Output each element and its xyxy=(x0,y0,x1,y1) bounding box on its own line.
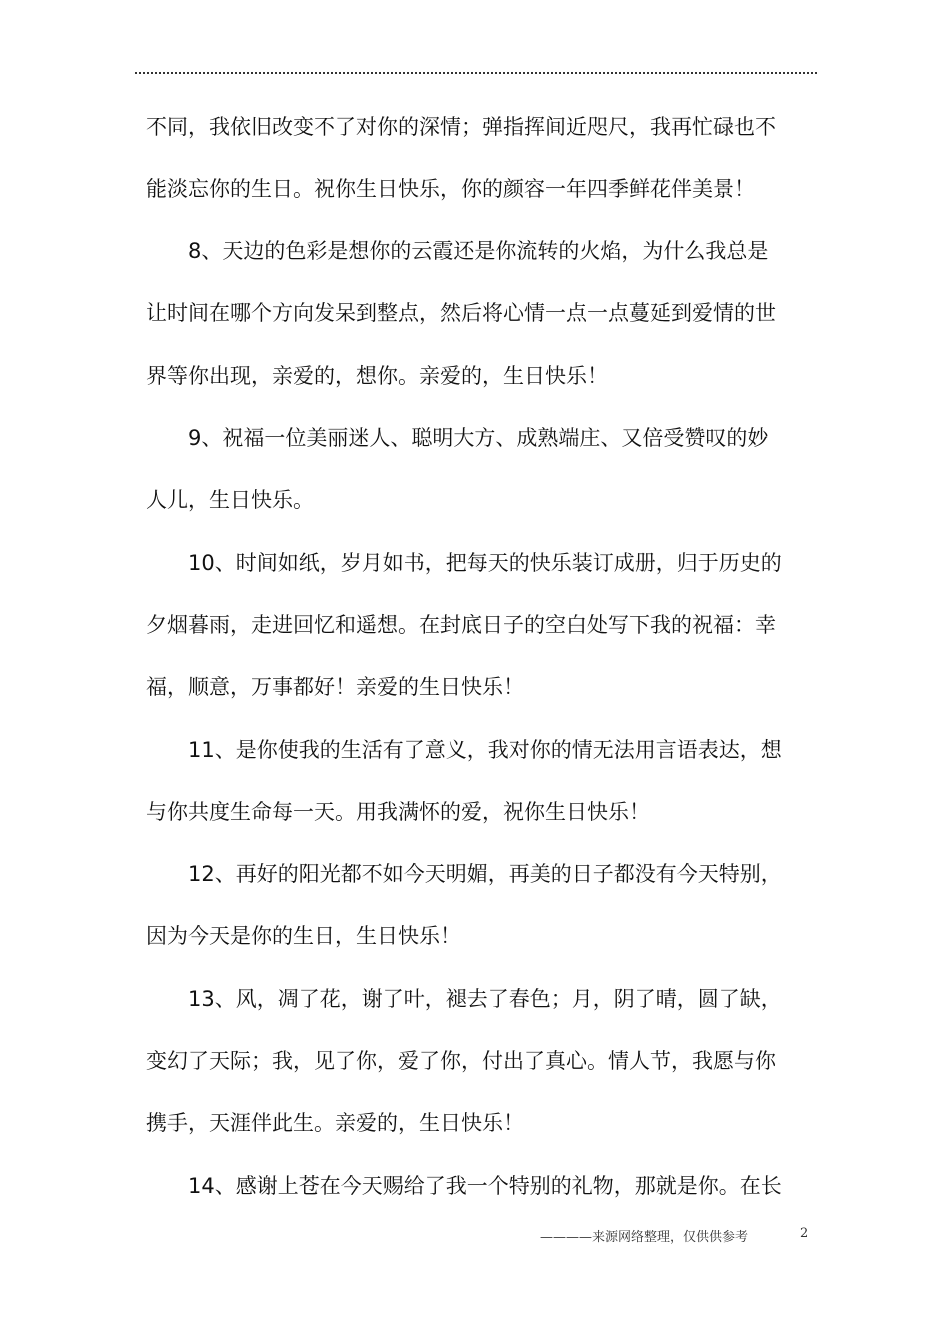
text-line: 携手，天涯伴此生。亲爱的，生日快乐！ xyxy=(146,1111,524,1135)
text-line: 不同，我依旧改变不了对你的深情；弹指挥间近咫尺，我再忙碌也不 xyxy=(146,115,776,139)
header-dotted-rule xyxy=(135,72,817,74)
text-line: 因为今天是你的生日，生日快乐！ xyxy=(146,924,461,948)
paragraph-12-start: 12、再好的阳光都不如今天明媚，再美的日子都没有今天特别， xyxy=(188,862,782,886)
paragraph-10-start: 10、时间如纸，岁月如书，把每天的快乐装订成册，归于历史的 xyxy=(188,551,782,575)
footer-source-note: ————来源网络整理，仅供供参考 xyxy=(540,1230,749,1245)
paragraph-14-start: 14、感谢上苍在今天赐给了我一个特别的礼物，那就是你。在长 xyxy=(188,1174,782,1198)
text-line: 与你共度生命每一天。用我满怀的爱，祝你生日快乐！ xyxy=(146,800,650,824)
text-line: 界等你出现，亲爱的，想你。亲爱的，生日快乐！ xyxy=(146,364,608,388)
text-line: 夕烟暮雨，走进回忆和遥想。在封底日子的空白处写下我的祝福：幸 xyxy=(146,613,776,637)
text-line: 变幻了天际；我，见了你，爱了你，付出了真心。情人节，我愿与你 xyxy=(146,1049,776,1073)
paragraph-11-start: 11、是你使我的生活有了意义，我对你的情无法用言语表达，想 xyxy=(188,738,782,762)
text-line: 能淡忘你的生日。祝你生日快乐，你的颜容一年四季鲜花伴美景！ xyxy=(146,177,755,201)
text-line: 人儿，生日快乐。 xyxy=(146,488,314,512)
text-line: 让时间在哪个方向发呆到整点，然后将心情一点一点蔓延到爱情的世 xyxy=(146,301,776,325)
page-footer xyxy=(540,1226,810,1245)
paragraph-8-start: 8、天边的色彩是想你的云霞还是你流转的火焰，为什么我总是 xyxy=(188,239,769,263)
page-number: 2 xyxy=(800,1226,809,1241)
paragraph-13-start: 13、风，凋了花，谢了叶，褪去了春色；月，阴了晴，圆了缺， xyxy=(188,987,782,1011)
text-line: 福，顺意，万事都好！亲爱的生日快乐！ xyxy=(146,675,524,699)
paragraph-9-start: 9、祝福一位美丽迷人、聪明大方、成熟端庄、又倍受赞叹的妙 xyxy=(188,426,769,450)
